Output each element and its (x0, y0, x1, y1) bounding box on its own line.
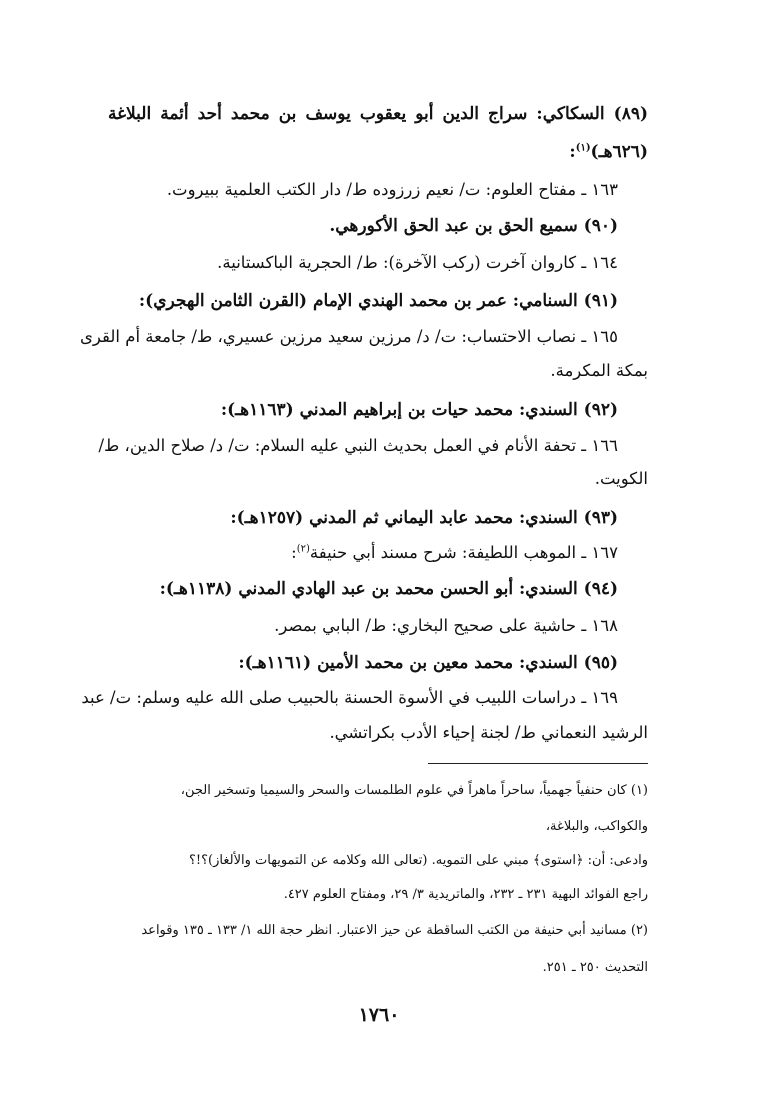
footnote-1-line-2: والكواكب، والبلاغة، (545, 819, 648, 834)
entry-90-heading: (٩٠) سميع الحق بن عبد الحق الأكورهي. (329, 216, 618, 236)
item-164: ١٦٤ ـ كاروان آخرت (ركب الآخرة): ط/ الحجرية الباكستانية. (217, 253, 618, 272)
footnote-ref-1: (١) (575, 142, 591, 154)
entry-95-heading: (٩٥) السندي: محمد معين بن محمد الأمين (١١٦١هـ): (238, 653, 618, 673)
footnote-1-line-1: (١) كان حنفياً جهمياً، ساحراً ماهراً في علوم الطلمسات والسحر والسيميا وتسخير الجن، (180, 783, 648, 798)
item-165-line-2: بمكة المكرمة. (550, 361, 648, 380)
item-168: ١٦٨ ـ حاشية على صحيح البخاري: ط/ البابي بمصر. (274, 616, 618, 635)
item-163: ١٦٣ ـ مفتاح العلوم: ت/ نعيم زرزوده ط/ دار الكتب العلمية ببيروت. (166, 180, 618, 199)
entry-91-heading: (٩١) السنامي: عمر بن محمد الهندي الإمام (القرن الثامن الهجري): (138, 291, 618, 311)
entry-92-heading: (٩٢) السندي: محمد حيات بن إبراهيم المدني (١١٦٣هـ): (220, 400, 618, 420)
footnote-2-line-2: التحديث ٢٥٠ ـ ٢٥١. (542, 960, 648, 975)
item-166-line-2: الكويت. (594, 469, 648, 488)
entry-94-heading: (٩٤) السندي: أبو الحسن محمد بن عبد الهادي المدني (١١٣٨هـ): (159, 579, 618, 599)
item-165-line-1: ١٦٥ ـ نصاب الاحتساب: ت/ د/ مرزين سعيد مرزين عسيري، ط/ جامعة أم القرى (80, 327, 618, 346)
page-number: ١٧٦٠ (358, 1004, 400, 1026)
footnote-2-line-1: (٢) مسانيد أبي حنيفة من الكتب الساقطة عن حيز الاعتبار. انظر حجة الله ١/ ١٣٣ ـ ١٣٥ وقواعد (141, 923, 648, 938)
footnote-1-line-3: وادعى: أن: ﴿استوى﴾ مبني على التمويه. (تعالى الله وكلامه عن التمويهات والألغاز)؟!؟ (189, 853, 648, 868)
footnote-rule (428, 763, 648, 764)
entry-93-heading: (٩٣) السندي: محمد عابد اليماني ثم المدني (١٢٥٧هـ): (230, 508, 618, 528)
entry-89-heading: (٨٩) السكاكي: سراج الدين أبو يعقوب يوسف بن محمد أحد أئمة البلاغة (108, 104, 648, 124)
item-169-line-2: الرشيد النعماني ط/ لجنة إحياء الأدب بكراتشي. (329, 723, 648, 742)
footnote-ref-2: (٢) (296, 543, 310, 555)
item-167: ١٦٧ ـ الموهب اللطيفة: شرح مسند أبي حنيفة$^{(٢)}$: (291, 543, 618, 562)
entry-89-heading-date: (٦٢٦هـ)$^{(١)}$: (569, 142, 648, 162)
footnote-1-line-4: راجع الفوائد البهية ٢٣١ ـ ٢٣٢، والماتريدية ٣/ ٢٩، ومفتاح العلوم ٤٢٧. (283, 887, 648, 902)
item-166-line-1: ١٦٦ ـ تحفة الأنام في العمل بحديث النبي عليه السلام: ت/ د/ صلاح الدين، ط/ (98, 436, 618, 455)
item-169-line-1: ١٦٩ ـ دراسات اللبيب في الأسوة الحسنة بالحبيب صلى الله عليه وسلم: ت/ عبد (81, 688, 618, 707)
